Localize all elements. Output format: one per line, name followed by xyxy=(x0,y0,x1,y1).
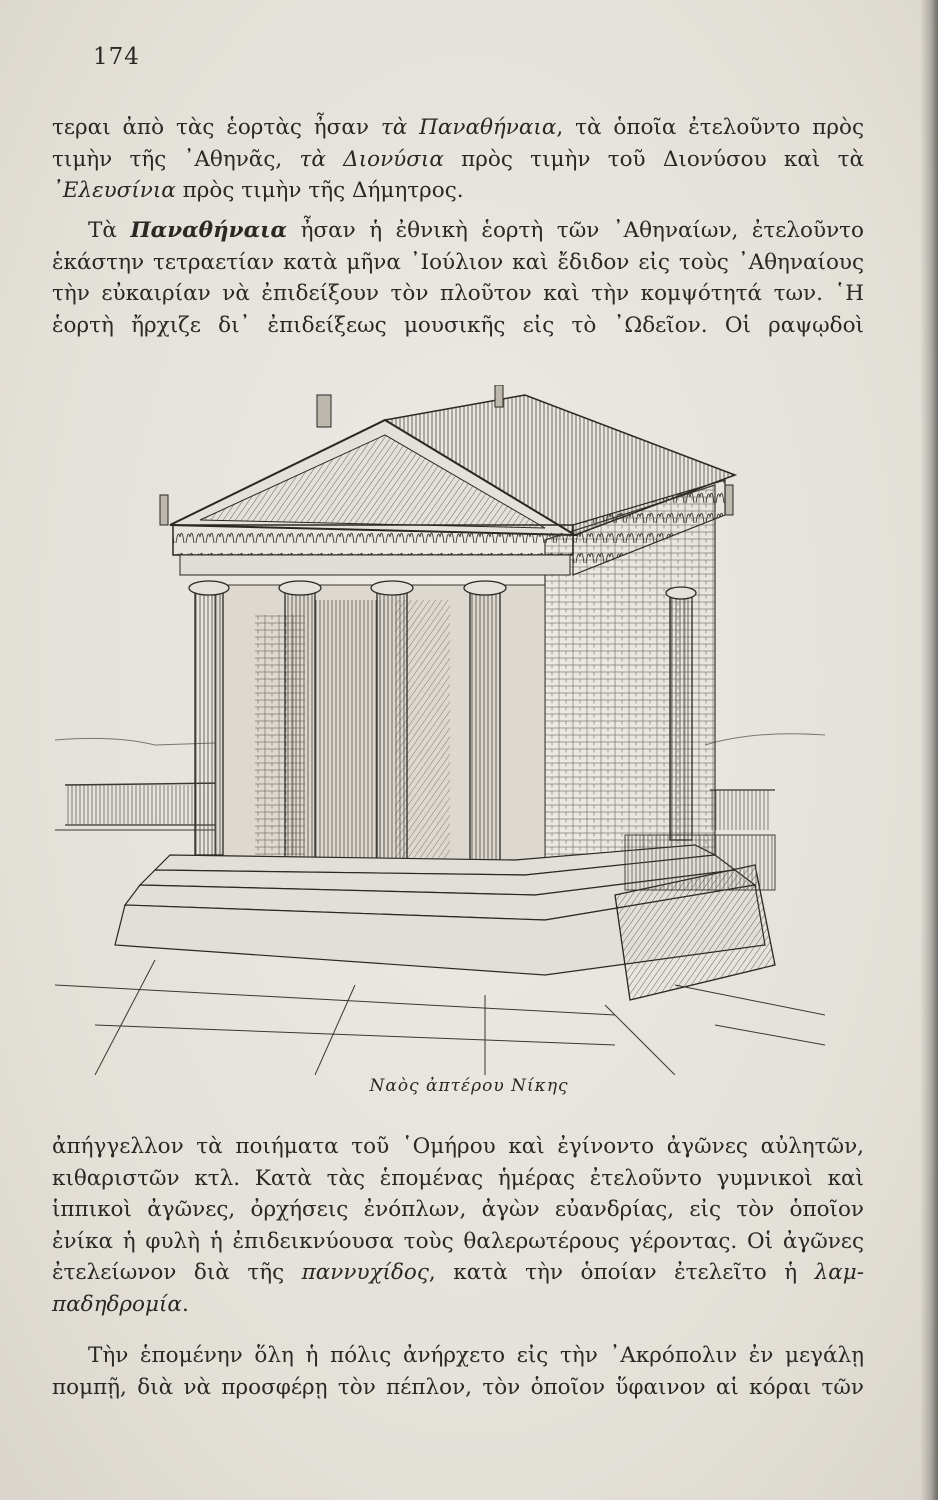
text-run: ἑορτὴ ἤρχιζε δι᾿ ἐπιδείξεως μουσικῆς εἰς τὸ ᾿Ωδεῖον. Οἱ ραψῳδοὶ xyxy=(52,312,864,338)
text-line xyxy=(52,310,864,342)
text-line xyxy=(52,1289,864,1321)
text-run: πρὸς τιμὴν τοῦ Διονύσου καὶ τὰ xyxy=(443,146,864,172)
text-run: τιμὴν τῆς ᾿Αθηνᾶς, xyxy=(52,146,300,172)
text-line xyxy=(52,1257,864,1289)
text-line xyxy=(52,144,864,176)
text-line xyxy=(52,1163,864,1195)
text-run: Τὰ xyxy=(88,218,131,243)
emphasized-text: τὰ Διονύσια xyxy=(299,146,444,172)
text-run: πρὸς τιμὴν τῆς Δήμητρος. xyxy=(175,178,464,203)
emphasized-text: ᾿Ελευσίνια xyxy=(52,178,176,203)
text-line xyxy=(52,112,864,144)
relief-parapet xyxy=(615,835,775,1000)
text-run: κιθαριστῶν κτλ. Κατὰ τὰς ἑπομένας ἡμέρας ἐτελοῦντο γυμνικοὶ καὶ xyxy=(52,1165,864,1191)
text-run: ἑκάστην τετραετίαν κατὰ μῆνα ᾿Ιούλιον καὶ ἔδιδον εἰς τοὺς ᾿Αθηναίους xyxy=(52,249,864,275)
page-edge-shadow xyxy=(920,0,938,1500)
temple-illustration xyxy=(55,385,825,1075)
text-run: ἀπήγγελλον τὰ ποιήματα τοῦ ῾Ομήρου καὶ ἐγίνοντο ἀγῶνες αὐλητῶν, xyxy=(52,1134,864,1159)
text-run: . xyxy=(181,1291,189,1317)
railing-right xyxy=(710,790,775,830)
figure-caption: Ναὸς ἀπτέρου Νίκης xyxy=(369,1076,569,1096)
emphasized-text: λαμ- xyxy=(814,1260,864,1285)
text-run: τεραι ἀπὸ τὰς ἑορτὰς ἦσαν xyxy=(52,115,381,140)
text-line xyxy=(52,1194,864,1226)
paragraph-procession xyxy=(52,1340,864,1403)
emphasized-text: παννυχίδος xyxy=(301,1260,429,1285)
emphasized-text: Παναθήναια xyxy=(130,218,288,243)
paragraph-festivals xyxy=(52,112,864,207)
text-run: ἱππικοὶ ἀγῶνες, ὀρχήσεις ἐνόπλων, ἀγὼν εὐανδρίας, εἰς τὸν ὁποῖον xyxy=(52,1197,864,1222)
text-run: , κατὰ τὴν ὁποίαν ἐτελεῖτο ἡ xyxy=(428,1260,815,1285)
text-line xyxy=(52,247,864,279)
page-number: 174 xyxy=(93,44,140,70)
text-run: ἦσαν ἡ ἐθνικὴ ἑορτὴ τῶν ᾿Αθηναίων, ἐτελοῦντο xyxy=(287,218,864,243)
text-line xyxy=(52,1340,864,1372)
text-line xyxy=(52,1226,864,1258)
paragraph-contests xyxy=(52,1131,864,1320)
text-run: πομπῇ, διὰ νὰ προσφέρῃ τὸν πέπλον, τὸν ὁποῖον ὕφαινον αἱ κόραι τῶν xyxy=(52,1374,864,1400)
text-run: ἐνίκα ἡ φυλὴ ἡ ἐπιδεικνύουσα τοὺς θαλερωτέρους γέροντας. Οἱ ἀγῶνες xyxy=(52,1228,864,1254)
paragraph-panathenaia xyxy=(52,215,864,341)
emphasized-text: παδηδρομία xyxy=(52,1291,182,1317)
text-run: τὴν εὐκαιρίαν νὰ ἐπιδείξουν τὸν πλοῦτον καὶ τὴν κομψότητά των. ῾Η xyxy=(52,281,864,306)
text-line xyxy=(52,1131,864,1163)
text-line xyxy=(52,215,864,247)
text-line xyxy=(52,278,864,310)
emphasized-text: τὰ Παναθήναια xyxy=(380,115,557,140)
text-line xyxy=(52,1372,864,1404)
text-line xyxy=(52,175,864,207)
text-run: Τὴν ἑπομένην ὅλη ἡ πόλις ἀνήρχετο εἰς τὴν ᾿Ακρόπολιν ἐν μεγάλῃ xyxy=(88,1343,864,1368)
text-run: , τὰ ὁποῖα ἐτελοῦντο πρὸς xyxy=(556,115,864,140)
text-run: ἐτελείωνον διὰ τῆς xyxy=(52,1260,302,1285)
